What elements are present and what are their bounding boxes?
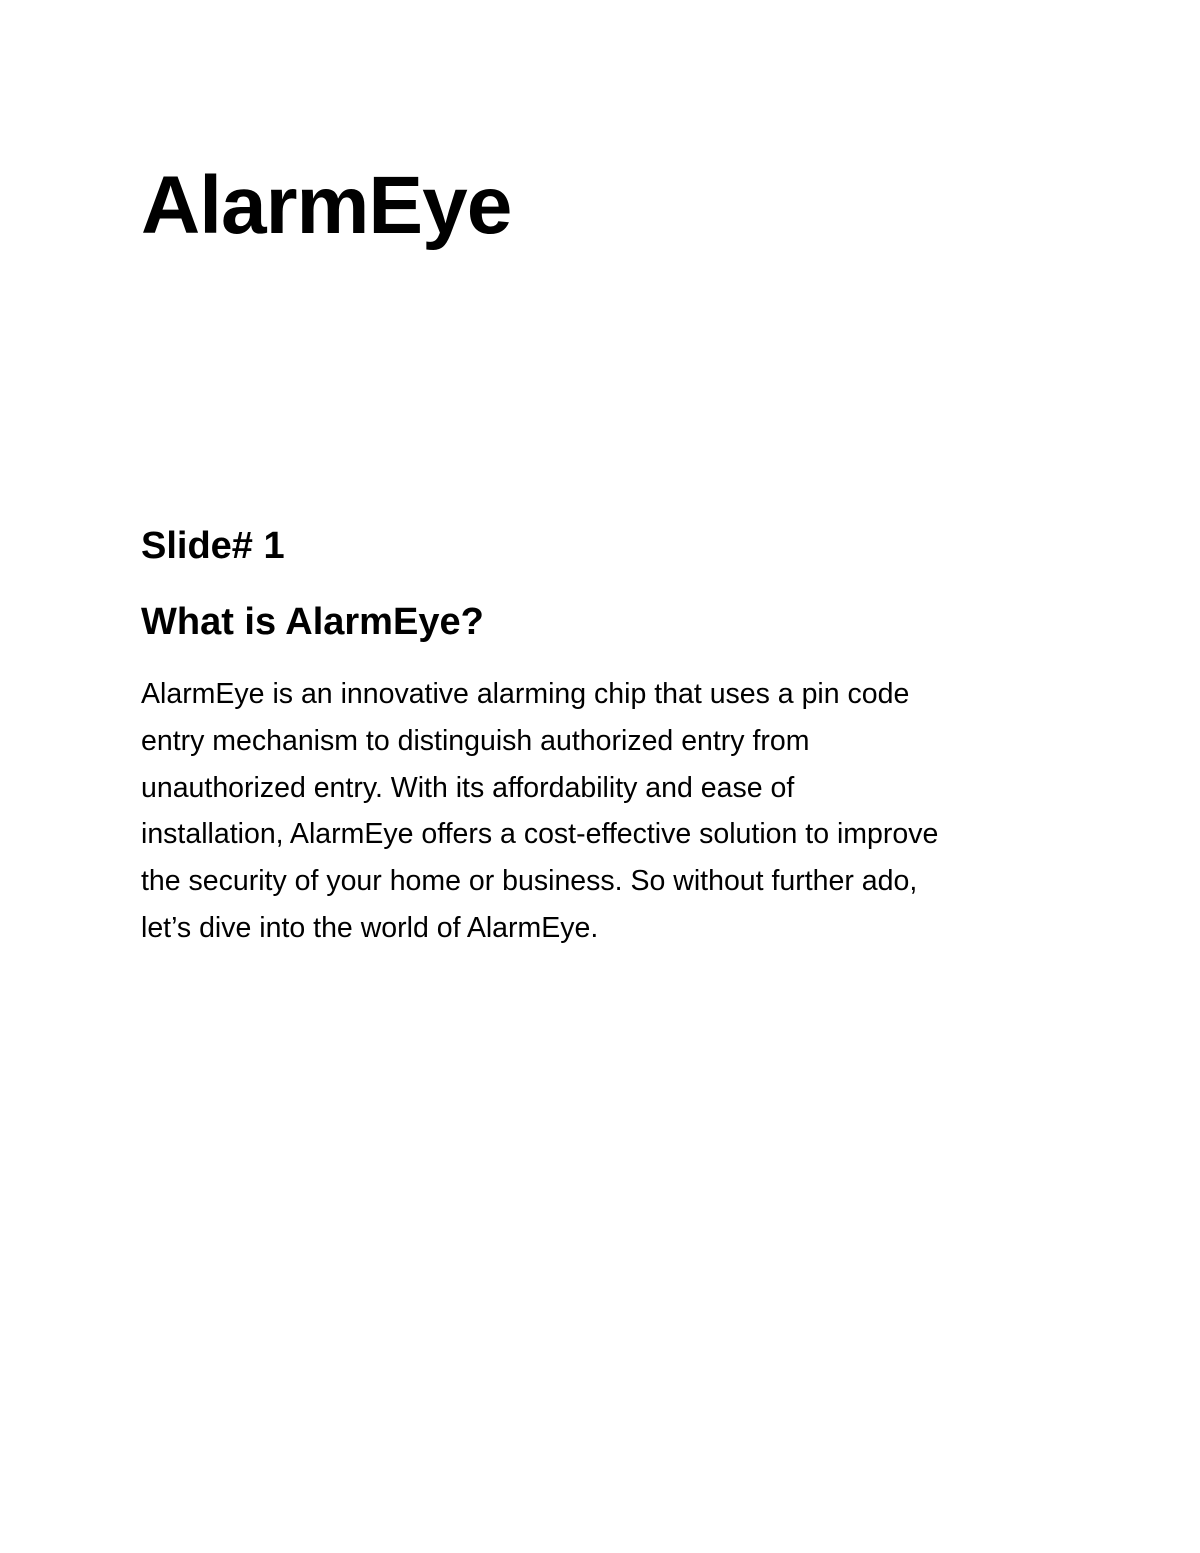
slide-number-label: Slide# 1 xyxy=(141,525,285,567)
document-title: AlarmEye xyxy=(141,160,512,251)
body-line: AlarmEye is an innovative alarming chip that uses a pin code xyxy=(141,678,910,710)
body-line: entry mechanism to distinguish authorized entry from xyxy=(141,724,810,757)
section-heading: What is AlarmEye? xyxy=(141,601,484,643)
body-line: let’s dive into the world of AlarmEye. xyxy=(141,911,599,944)
body-line: installation, AlarmEye offers a cost-effective solution to improve xyxy=(141,818,939,851)
body-line: unauthorized entry. With its affordability and ease of xyxy=(141,771,795,804)
body-line: the security of your home or business. So without further ado, xyxy=(141,865,918,898)
body-paragraph xyxy=(141,671,938,952)
